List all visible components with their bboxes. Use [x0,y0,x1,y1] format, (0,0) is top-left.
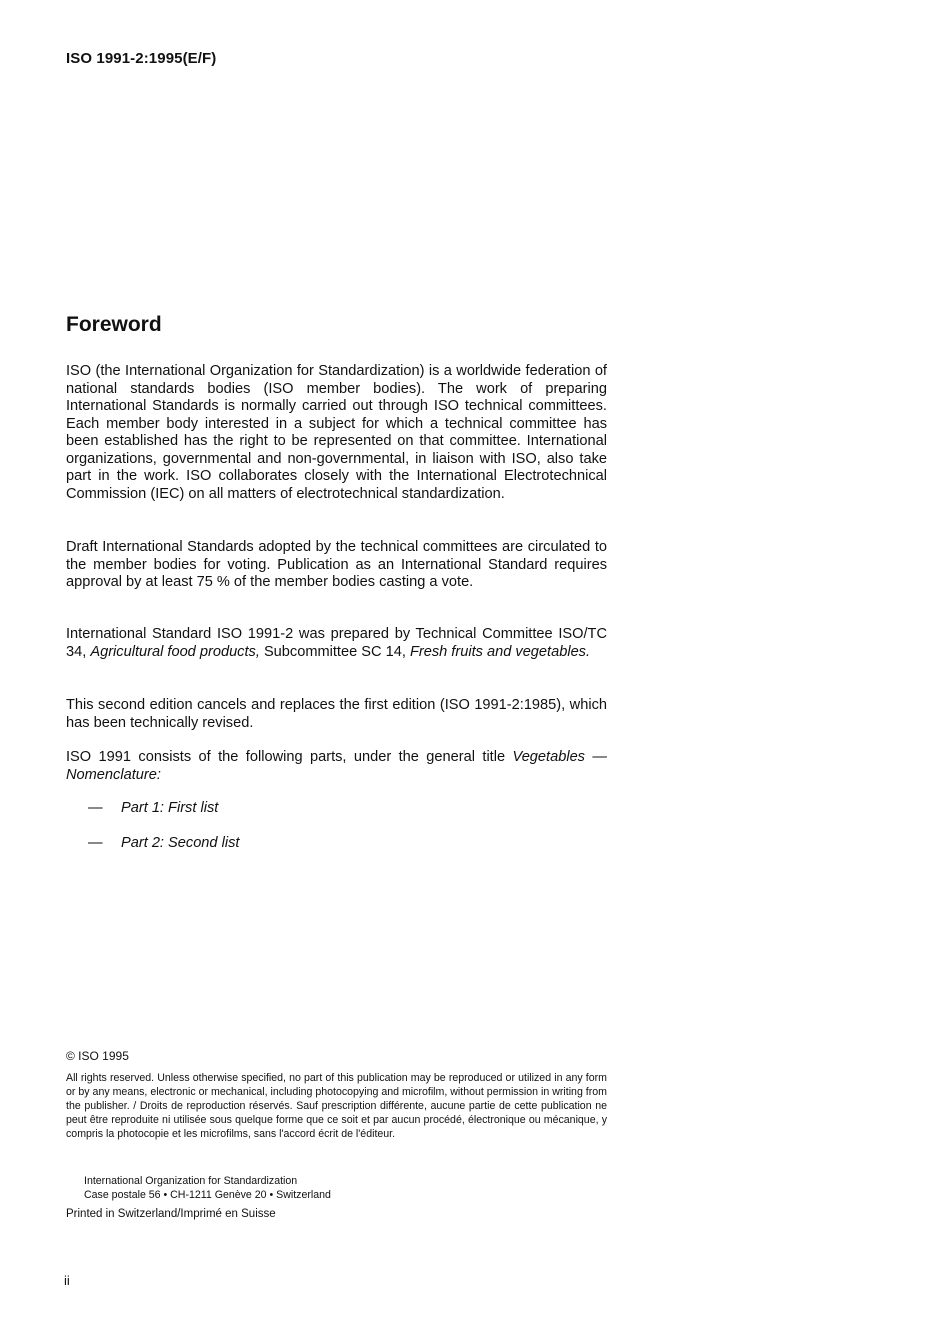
paragraph-iso-description: ISO (the International Organization for Standardization) is a worldwide federation of national standards bodies (ISO member bodies). The work of preparing International Standards is normally carried out through ISO technical committees. Each member body interested in a subject for which a technical committee has been established has the right to be represented on that committee. International organizations, governmental and non-governmental, in liaison with ISO, also take part in the work. ISO collaborates closely with the International Electrotechnical Commission (IEC) on all matters of electrotechnical standardization. [66,363,607,502]
page-title: Foreword [66,313,162,336]
page-number: ii [64,1273,70,1288]
list-item [88,835,239,853]
copyright-notice: © ISO 1995 [66,1049,129,1063]
paragraph-parts-intro [66,749,607,784]
general-title: Vegetables — Nomenclature: [66,749,607,783]
address-line-1: International Organization for Standardization [84,1175,298,1187]
list-dash: — [88,800,103,816]
list-item-label: Part 2: Second list [121,835,240,851]
sc-title: Fresh fruits and vegetables. [409,643,591,660]
rights-statement: All rights reserved. Unless otherwise specified, no part of this publication may be reproduced or utilized in any form or by any means, electronic or mechanical, including photocopying and microfilm, without permission in writing from the publisher. / Droits de reproduction réservés. Sauf prescription différente, aucune partie de cette publication ne peut être reproduite ni utilisée sous quelque forme que ce soit et par aucun procédé, électronique ou mécanique, y compris la photocopie et les microfilms, sans l'accord écrit de l'éditeur. [66,1072,607,1140]
document-header: ISO 1991-2:1995(E/F) [66,50,217,67]
prepared-by-text: International Standard ISO 1991-2 was prepared by Technical Committee ISO/TC 34, [66,626,607,660]
list-item [88,800,218,818]
paragraph-prepared-by [66,626,607,661]
publisher-address [84,1174,331,1202]
address-line-2: Case postale 56 • CH-1211 Genève 20 • Switzerland [84,1189,331,1201]
list-dash: — [88,835,103,851]
list-item-label: Part 1: First list [121,800,219,816]
printed-in: Printed in Switzerland/Imprimé en Suisse [66,1208,276,1220]
tc-title: Agricultural food products, [90,643,260,660]
paragraph-draft-standards: Draft International Standards adopted by the technical committees are circulated to the member bodies for voting. Publication as an International Standard requires approval by at least 75 % of the member bodies casting a vote. [66,539,607,590]
paragraph-edition: This second edition cancels and replaces the first edition (ISO 1991-2:1985), which has been technically revised. [66,697,607,731]
subcommittee-text: Subcommittee SC 14, [259,643,410,660]
parts-intro-text: ISO 1991 consists of the following parts, under the general title [66,749,513,765]
